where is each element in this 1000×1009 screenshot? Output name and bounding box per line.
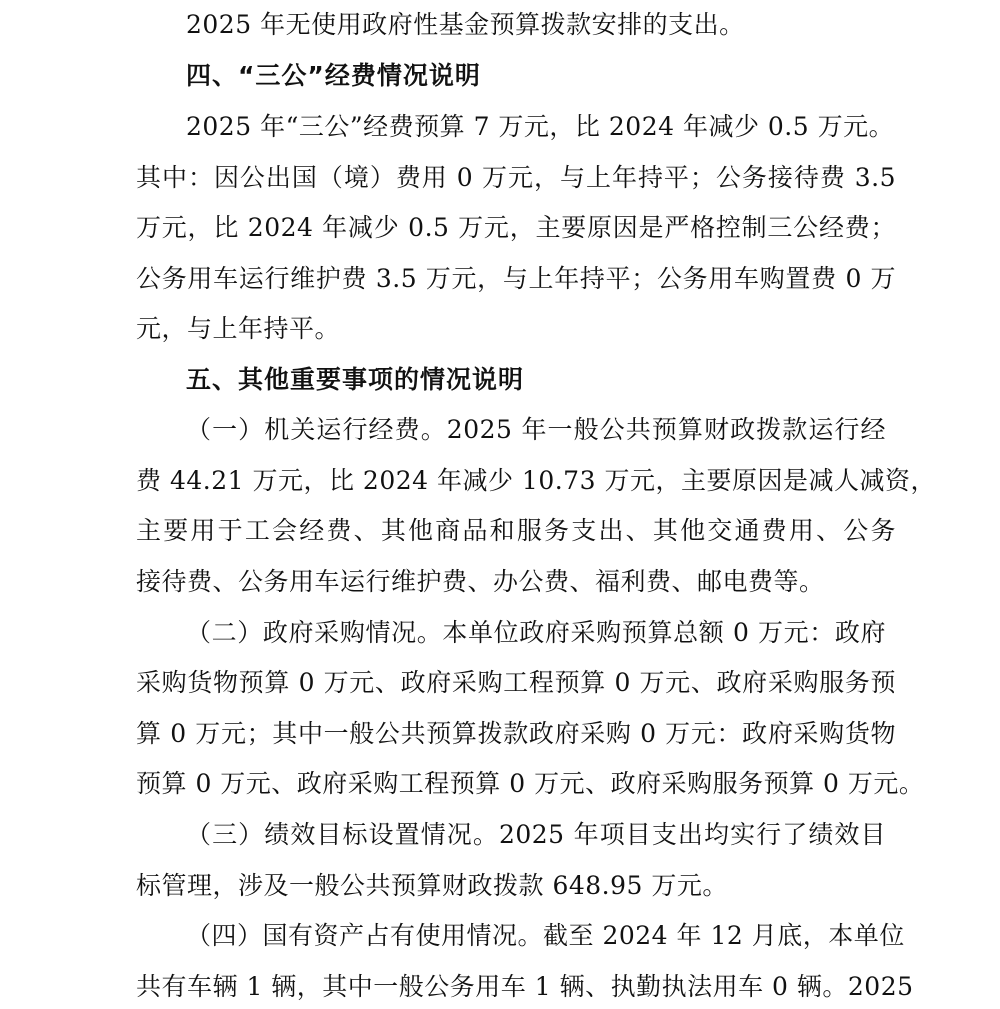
section-heading-three-public: 四、“三公”经费情况说明 bbox=[186, 61, 481, 90]
paragraph-line: 共有车辆 1 辆，其中一般公务用车 1 辆、执勤执法用车 0 辆。2025 bbox=[136, 972, 914, 1001]
paragraph-line: 公务用车运行维护费 3.5 万元，与上年持平；公务用车购置费 0 万 bbox=[136, 264, 896, 293]
paragraph-line: 其中：因公出国（境）费用 0 万元，与上年持平；公务接待费 3.5 bbox=[136, 163, 896, 192]
paragraph-line: 算 0 万元；其中一般公共预算拨款政府采购 0 万元：政府采购货物 bbox=[136, 719, 896, 748]
paragraph-line: 接待费、公务用车运行维护费、办公费、福利费、邮电费等。 bbox=[136, 567, 825, 596]
paragraph-line: 预算 0 万元、政府采购工程预算 0 万元、政府采购服务预算 0 万元。 bbox=[136, 769, 925, 798]
paragraph-line: 采购货物预算 0 万元、政府采购工程预算 0 万元、政府采购服务预 bbox=[136, 668, 896, 697]
paragraph-line: （一）机关运行经费。2025 年一般公共预算财政拨款运行经 bbox=[186, 415, 886, 444]
paragraph-line: 主要用于工会经费、其他商品和服务支出、其他交通费用、公务 bbox=[136, 516, 896, 545]
paragraph-line: 元，与上年持平。 bbox=[136, 314, 341, 343]
paragraph-line: （二）政府采购情况。本单位政府采购预算总额 0 万元：政府 bbox=[186, 618, 886, 647]
paragraph-line: 标管理，涉及一般公共预算财政拨款 648.95 万元。 bbox=[136, 871, 728, 900]
paragraph-line: 万元，比 2024 年减少 0.5 万元，主要原因是严格控制三公经费； bbox=[136, 213, 896, 242]
paragraph-line: 费 44.21 万元，比 2024 年减少 10.73 万元，主要原因是减人减资， bbox=[136, 466, 936, 495]
paragraph-line: 2025 年“三公”经费预算 7 万元，比 2024 年减少 0.5 万元。 bbox=[186, 112, 895, 141]
paragraph-line: （三）绩效目标设置情况。2025 年项目支出均实行了绩效目 bbox=[186, 820, 886, 849]
paragraph-line: 2025 年无使用政府性基金预算拨款安排的支出。 bbox=[186, 10, 745, 39]
section-heading-other-matters: 五、其他重要事项的情况说明 bbox=[186, 365, 525, 394]
paragraph-line: （四）国有资产占有使用情况。截至 2024 年 12 月底，本单位 bbox=[186, 921, 905, 950]
